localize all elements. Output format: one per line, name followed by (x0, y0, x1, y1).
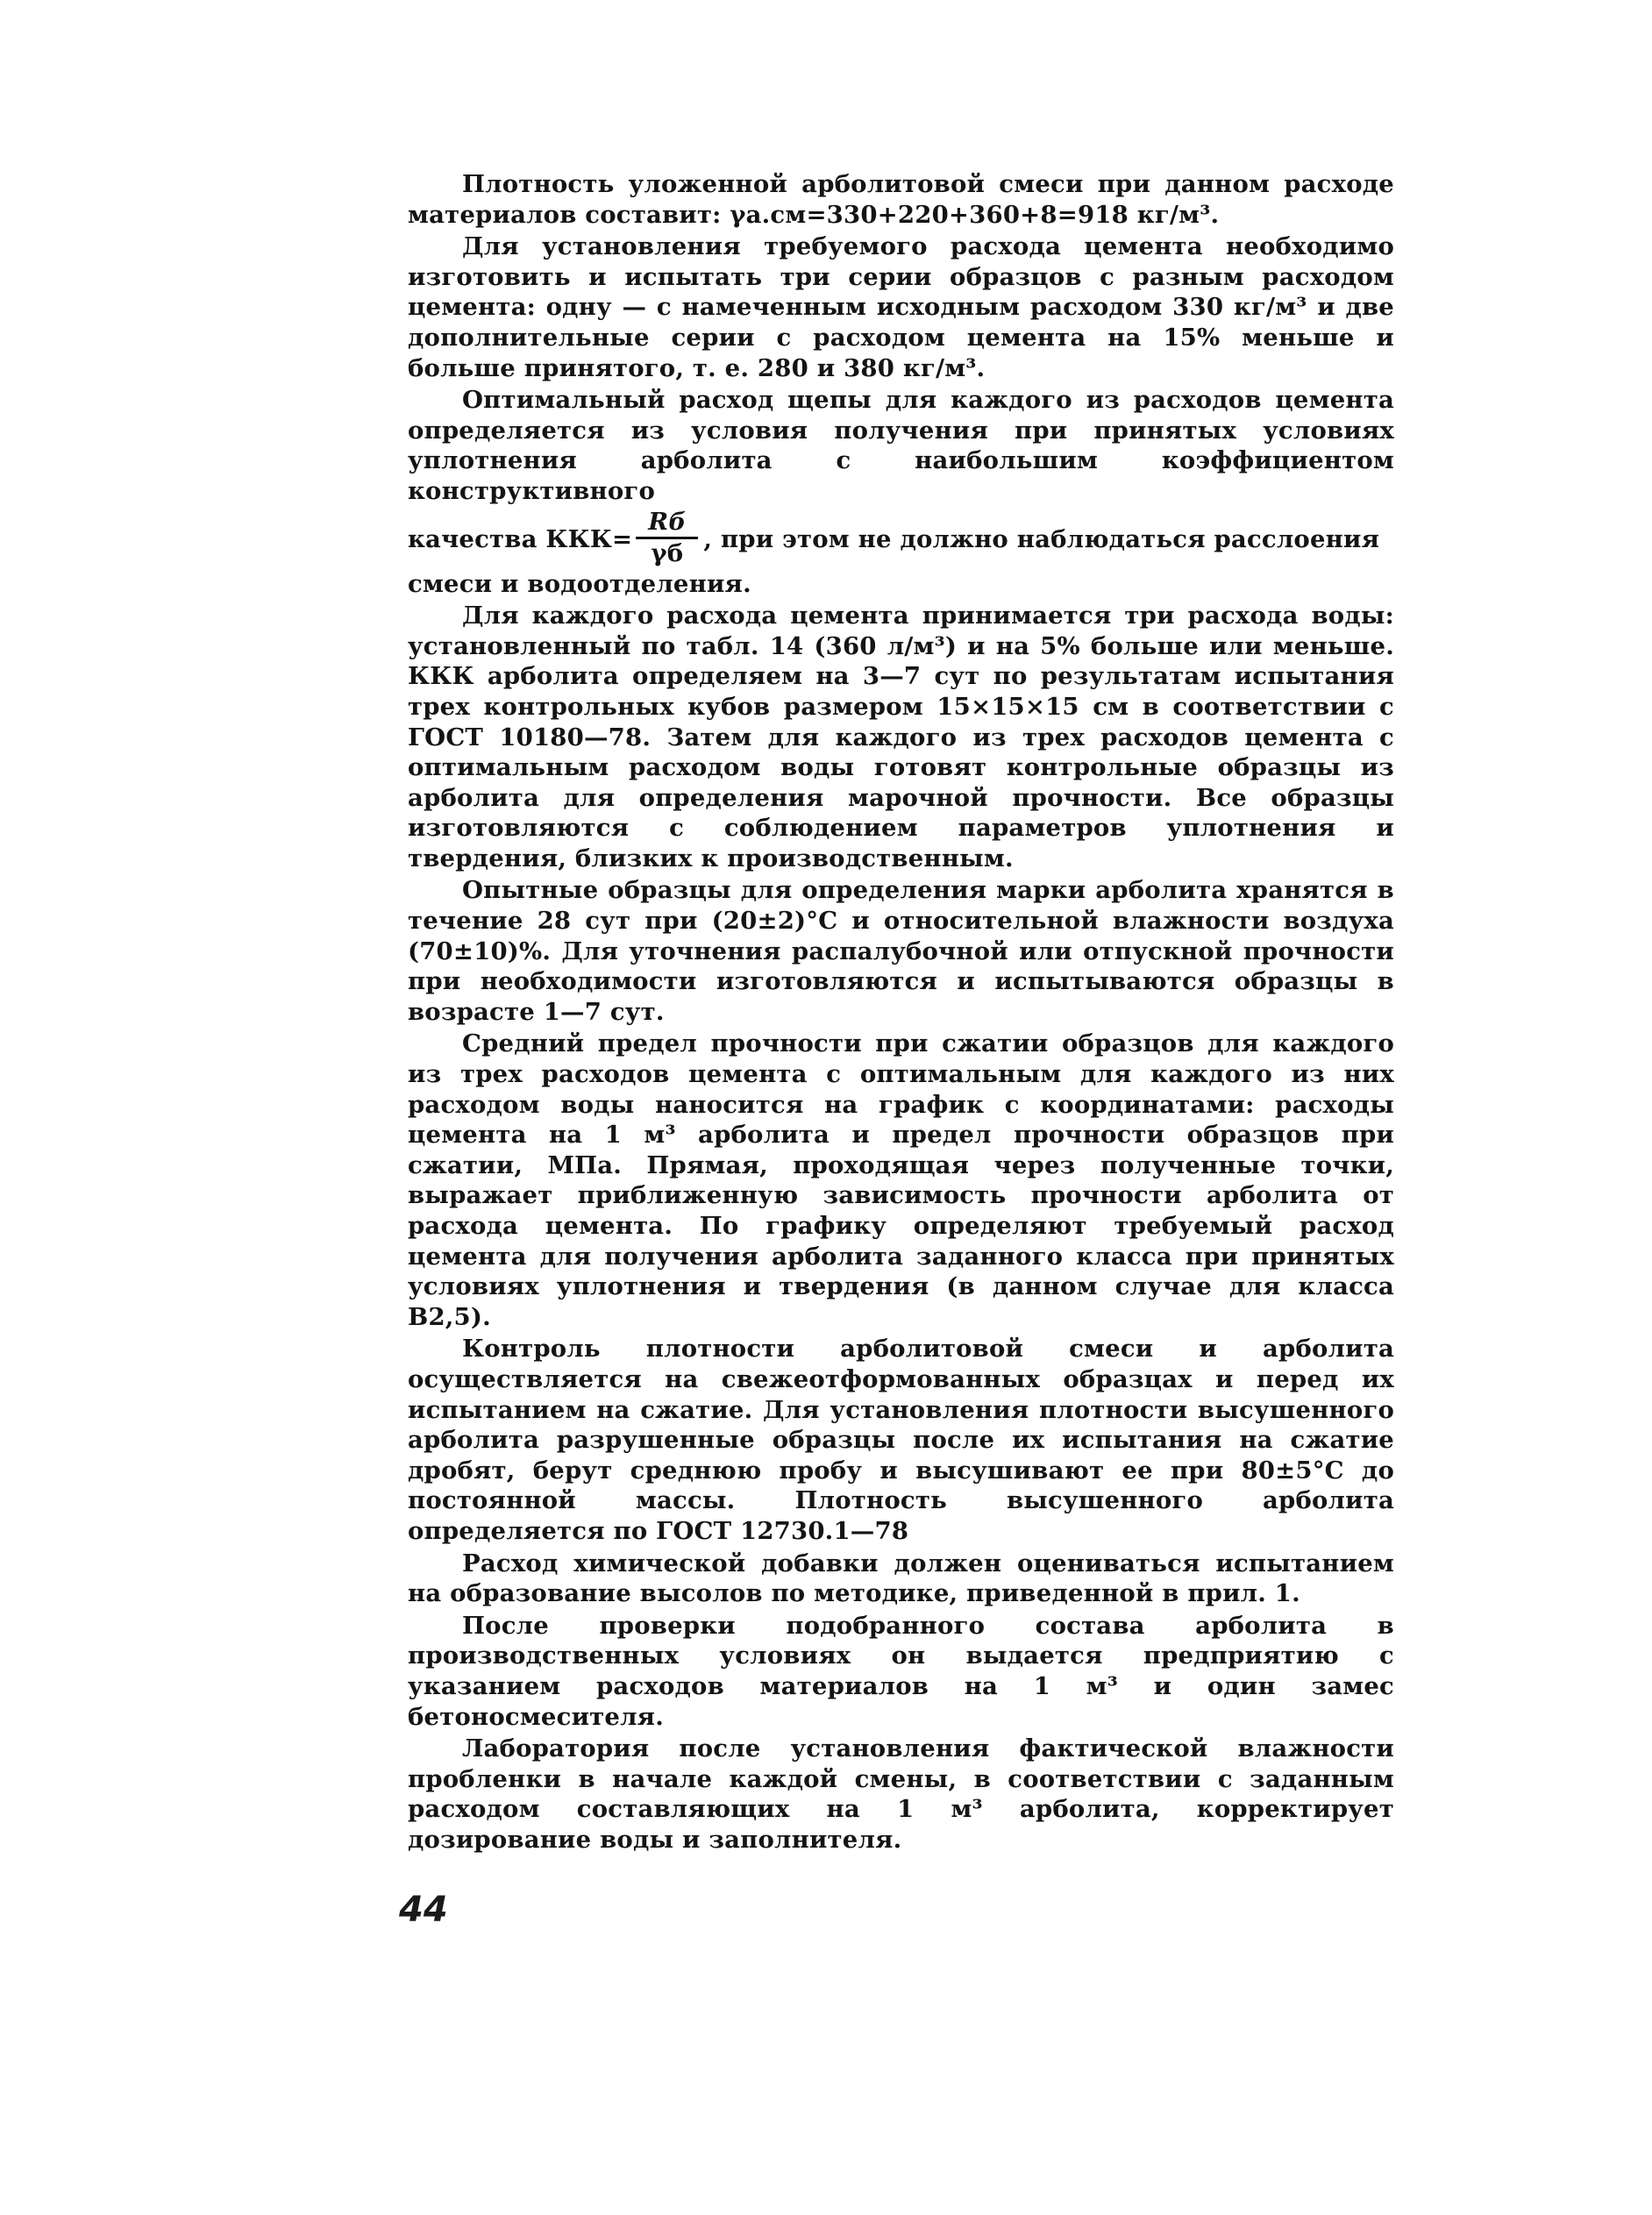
paragraph-sample-storage: Опытные образцы для определения марки арболита хранятся в течение 28 сут при (20±2)°С и относительной влажности воздуха (70±10)%. Для уточнения распалубочной или отпускной прочности при необходимости изготовляются и испытываются образцы в возрасте 1—7 сут. (408, 876, 1394, 1026)
paragraph-laboratory: Лаборатория после установления фактической влажности пробленки в начале каждой смены, в соответствии с заданным расходом составляющих на 1 м³ арболита, корректирует дозирование воды и заполнителя. (408, 1734, 1394, 1854)
formula-fraction (636, 509, 698, 567)
paragraph-cement-series: Для установления требуемого расхода цемента необходимо изготовить и испытать три серии образцов с разным расходом цемента: одну — с намеченным исходным расходом 330 кг/м³ и две дополнительные серии с расходом цемента на 15% меньше и больше принятого, т. е. 280 и 380 кг/м³. (408, 232, 1394, 382)
paragraph-production-issue: После проверки подобранного состава арболита в производственных условиях он выдается предприятию с указанием расходов материалов на 1 м³ и один замес бетоносмесителя. (408, 1611, 1394, 1731)
body-text (408, 169, 1394, 1856)
paragraph-optimal-chips: Оптимальный расход щепы для каждого из расходов цемента определяется из условия получения при принятых условиях уплотнения арболита с наибольшим коэффициентом конструктивного (408, 386, 1394, 505)
paragraph-water-rates: Для каждого расхода цемента принимается три расхода воды: установленный по табл. 14 (360 л/м³) и на 5% больше или меньше. ККК арболита определяем на 3—7 сут по результатам испытания трех контрольных кубов размером 15×15×15 см в соответствии с ГОСТ 10180—78. Затем для каждого из трех расходов цемента с оптимальным расходом воды готовят контрольные образцы из арболита для определения марочной прочности. Все образцы изготовляются с соблюдением параметров уплотнения и твердения, близких к производственным. (408, 602, 1394, 872)
formula-continuation: смеси и водоотделения. (408, 569, 751, 598)
paragraph-density: Плотность уложенной арболитовой смеси при данном расходе материалов составит: γа.см=330+220+360+8=918 кг/м³. (408, 170, 1394, 229)
formula-trail: , при этом не должно наблюдаться расслоения (703, 524, 1380, 553)
formula-lead: качества ККК= (408, 524, 633, 553)
formula-numerator: Rб (636, 509, 698, 539)
paragraph-strength-graph: Средний предел прочности при сжатии образцов для каждого из трех расходов цемента с оптимальным для каждого из них расходом воды наносится на график с координатами: расходы цемента на 1 м³ арболита и предел прочности образцов при сжатии, МПа. Прямая, проходящая через полученные точки, выражает приближенную зависимость прочности арболита от расхода цемента. По графику определяют требуемый расход цемента для получения арболита заданного класса при принятых условиях уплотнения и твердения (в данном случае для класса В2,5). (408, 1029, 1394, 1331)
formula-denominator: γб (651, 538, 684, 567)
page-number: 44 (399, 1890, 448, 1930)
paragraph-density-control: Контроль плотности арболитовой смеси и арболита осуществляется на свежеотформованных образцах и перед их испытанием на сжатие. Для установления плотности высушенного арболита разрушенные образцы после их испытания на сжатие дробят, берут среднюю пробу и высушивают ее при 80±5°С до постоянной массы. Плотность высушенного арболита определяется по ГОСТ 12730.1—78 (408, 1335, 1394, 1545)
paragraph-chemical-additive: Расход химической добавки должен оцениваться испытанием на образование высолов по методике, приведенной в прил. 1. (408, 1549, 1394, 1608)
formula-line (408, 507, 1394, 569)
